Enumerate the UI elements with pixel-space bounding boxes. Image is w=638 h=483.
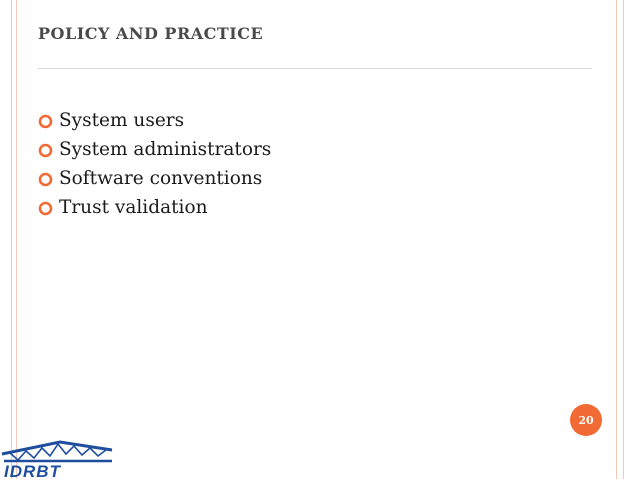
right-frame-line-inner: [616, 0, 617, 479]
orange-ring-bullet-icon: [38, 200, 53, 215]
bullet-text: System administrators: [59, 139, 272, 160]
bullet-item: [38, 193, 271, 222]
bullet-list: [38, 106, 271, 222]
slide-title: POLICY AND PRACTICE: [38, 24, 264, 43]
title-divider: [38, 68, 592, 69]
idrbt-logo-icon: [0, 440, 120, 479]
page-number-badge: [570, 404, 602, 436]
left-frame-line-inner: [16, 0, 17, 479]
orange-ring-bullet-icon: [38, 142, 53, 157]
bullet-item: [38, 135, 271, 164]
page-number: 20: [578, 413, 594, 427]
bullet-item: [38, 164, 271, 193]
bullet-text: Software conventions: [59, 168, 263, 189]
left-frame-line-outer: [11, 0, 12, 479]
bullet-item: [38, 106, 271, 135]
orange-ring-bullet-icon: [38, 113, 53, 128]
bullet-text: Trust validation: [59, 197, 208, 218]
right-frame-line-outer: [623, 0, 624, 479]
bullet-text: System users: [59, 110, 185, 131]
orange-ring-bullet-icon: [38, 171, 53, 186]
logo-text: IDRBT: [4, 462, 61, 479]
